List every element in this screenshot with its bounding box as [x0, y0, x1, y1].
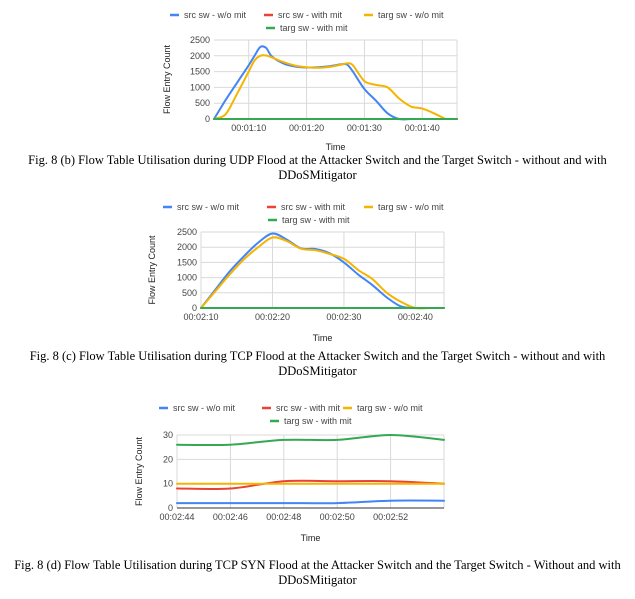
legend-label: src sw - w/o mit: [177, 202, 239, 212]
x-tick-label: 00:02:20: [254, 312, 290, 322]
legend-item: [267, 202, 345, 212]
tcp-flow-chart: [0, 195, 635, 345]
y-tick-label: 1000: [189, 82, 210, 93]
y-axis-title: Flow Entry Count: [147, 235, 157, 305]
chart-panel-udp: [0, 0, 635, 190]
x-tick-label: 00:02:30: [326, 312, 362, 322]
legend-label: src sw - with mit: [278, 10, 342, 20]
legend-label: targ sw - w/o mit: [378, 10, 444, 20]
series-line: [177, 481, 444, 489]
legend-item: [159, 403, 235, 413]
caption-c-line2: DDoSMitigator: [278, 364, 357, 378]
x-tick-label: 00:01:30: [346, 123, 382, 133]
legend-item: [268, 215, 350, 225]
chart-legend: [170, 10, 444, 33]
y-tick-label: 500: [181, 287, 197, 298]
caption-b-line1: Fig. 8 (b) Flow Table Utilisation during UDP Flood at the Attacker Switch and the Target Switch - without and with: [28, 153, 607, 167]
y-tick-label: 500: [194, 98, 210, 109]
legend-item: [170, 10, 246, 20]
y-axis-title: Flow Entry Count: [162, 44, 172, 115]
legend-item: [364, 10, 444, 20]
figure-caption-d: [10, 558, 625, 588]
x-tick-label: 00:01:40: [404, 123, 440, 133]
figure-caption-b: [10, 153, 625, 183]
y-tick-label: 2500: [176, 227, 197, 237]
legend-label: src sw - with mit: [281, 202, 345, 212]
x-tick-label: 00:02:44: [159, 512, 195, 522]
caption-c-line1: Fig. 8 (c) Flow Table Utilisation during TCP Flood at the Attacker Switch and the Target Switch - without and with: [29, 349, 606, 363]
chart-legend: [159, 403, 423, 426]
legend-label: src sw - with mit: [276, 403, 340, 413]
y-tick-label: 20: [162, 454, 173, 465]
x-tick-label: 00:02:50: [319, 512, 355, 522]
x-tick-label: 00:02:48: [266, 512, 302, 522]
y-tick-label: 1000: [176, 272, 197, 283]
series-line: [177, 501, 444, 504]
y-tick-label: 2000: [189, 50, 210, 61]
legend-label: targ sw - with mit: [284, 416, 352, 426]
series-line: [177, 435, 444, 445]
legend-label: src sw - w/o mit: [173, 403, 235, 413]
figure-caption-c: [10, 349, 625, 379]
x-tick-label: 00:01:10: [231, 123, 267, 133]
legend-label: targ sw - w/o mit: [378, 202, 444, 212]
y-tick-label: 0: [167, 503, 173, 513]
legend-label: targ sw - with mit: [280, 23, 348, 33]
x-tick-label: 00:02:10: [183, 312, 219, 322]
x-tick-label: 00:02:46: [212, 512, 248, 522]
tcp-syn-flow-chart: [0, 395, 635, 550]
legend-item: [264, 10, 342, 20]
legend-label: targ sw - with mit: [282, 215, 350, 225]
legend-item: [270, 416, 352, 426]
caption-d-line1: Fig. 8 (d) Flow Table Utilisation during TCP SYN Flood at the Attacker Switch and the Target Switch - Without and with: [14, 558, 621, 572]
series-line: [214, 46, 422, 119]
x-axis-title: Time: [300, 533, 321, 543]
y-axis-title: Flow Entry Count: [134, 436, 144, 507]
y-tick-label: 30: [162, 430, 173, 440]
legend-label: targ sw - w/o mit: [357, 403, 423, 413]
x-axis-title: Time: [325, 142, 346, 152]
udp-flow-chart: [0, 0, 635, 150]
chart-panel-tcp: [0, 195, 635, 385]
x-tick-label: 00:01:20: [289, 123, 325, 133]
legend-item: [266, 23, 348, 33]
legend-label: src sw - w/o mit: [184, 10, 246, 20]
y-tick-label: 1500: [176, 257, 197, 268]
chart-legend: [163, 202, 444, 225]
caption-d-line2: DDoSMitigator: [278, 573, 357, 587]
y-tick-label: 10: [162, 478, 173, 489]
legend-item: [343, 403, 423, 413]
x-tick-label: 00:02:52: [373, 512, 409, 522]
y-tick-label: 0: [204, 114, 210, 124]
x-axis-title: Time: [312, 333, 333, 343]
legend-item: [364, 202, 444, 212]
legend-item: [163, 202, 239, 212]
y-tick-label: 2500: [189, 35, 210, 45]
chart-panel-tcp-syn: [0, 395, 635, 595]
caption-b-line2: DDoSMitigator: [278, 168, 357, 182]
series-line: [201, 237, 430, 308]
y-tick-label: 0: [191, 303, 197, 313]
y-tick-label: 2000: [176, 242, 197, 253]
x-tick-label: 00:02:40: [397, 312, 433, 322]
legend-item: [262, 403, 340, 413]
y-tick-label: 1500: [189, 66, 210, 77]
